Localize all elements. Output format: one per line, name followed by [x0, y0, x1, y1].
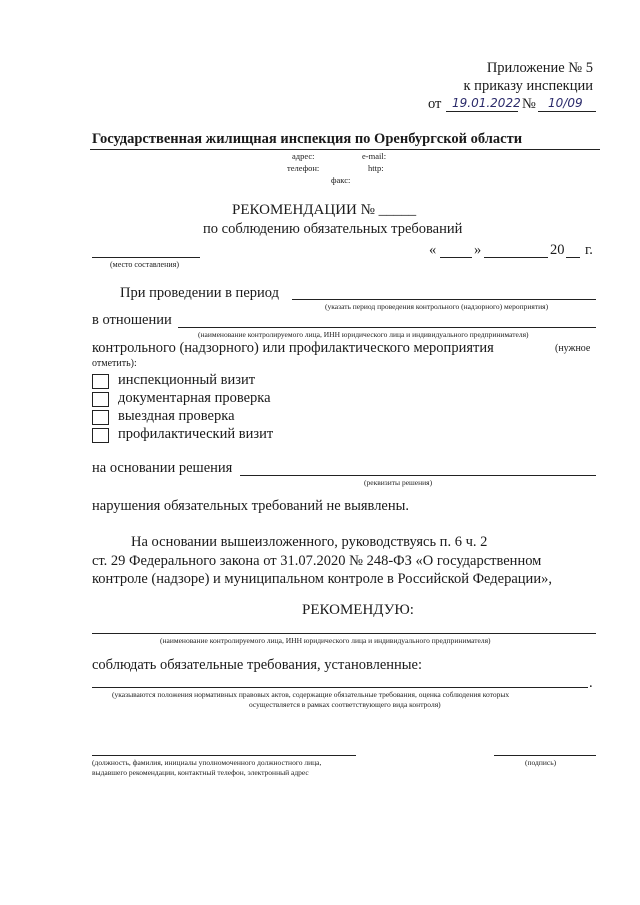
period-caption: (указать период проведения контрольного (надзорного) мероприятия) [325, 302, 549, 311]
comply-caption-1: (указываются положения нормативных правовых актов, содержащие обязательные требования, оценка соблюдения которых [112, 690, 510, 699]
event-note-b: отметить): [92, 358, 137, 369]
signature-line [494, 755, 596, 756]
option-field-check: выездная проверка [118, 408, 235, 424]
regarding-label: в отношении [92, 312, 172, 328]
basis-label: на основании решения [92, 460, 233, 476]
legal-line-3: контроле (надзоре) и муниципальном контроле в Российской Федерации», [92, 571, 552, 587]
basis-line [240, 475, 596, 476]
signature-caption: (подпись) [525, 758, 557, 767]
comply-text: соблюдать обязательные требования, установленные: [92, 657, 423, 673]
option-inspection-visit: инспекционный визит [118, 372, 256, 388]
date-open-quote: « [429, 242, 437, 258]
checkbox-preventive-visit[interactable] [92, 428, 109, 443]
year-suffix: г. [585, 242, 593, 258]
recommend-title: РЕКОМЕНДУЮ: [302, 602, 414, 618]
period-line [292, 299, 596, 300]
annex-date-line [446, 111, 518, 112]
place-caption: (место составления) [110, 260, 179, 269]
event-text: контрольного (надзорного) или профилактического мероприятия [92, 340, 494, 356]
official-caption-2: выдавшего рекомендации, контактный телефон, электронный адрес [92, 768, 309, 777]
annex-date: 19.01.2022 [452, 96, 521, 110]
checkbox-document-check[interactable] [92, 392, 109, 407]
place-line [92, 257, 200, 258]
year-line [566, 257, 580, 258]
period-label: При проведении в период [120, 285, 279, 301]
annex-from-label: от [428, 96, 442, 112]
annex-num-label: № [522, 96, 536, 112]
document-subtitle: по соблюдению обязательных требований [203, 221, 463, 237]
official-caption-1: (должность, фамилия, инициалы уполномоченного должностного лица, [92, 758, 322, 767]
document-title: РЕКОМЕНДАЦИИ № _____ [232, 202, 417, 218]
legal-line-2: ст. 29 Федерального закона от 31.07.2020 № 248-ФЗ «О государственном [92, 553, 542, 569]
official-line [92, 755, 356, 756]
violations-text: нарушения обязательных требований не выявлены. [92, 498, 409, 514]
email-label: e-mail: [362, 151, 387, 161]
regarding-line [178, 327, 596, 328]
annex-num-line [538, 111, 596, 112]
annex-number: 10/09 [548, 96, 583, 110]
phone-label: телефон: [287, 163, 320, 173]
basis-caption: (реквизиты решения) [364, 478, 433, 487]
option-preventive-visit: профилактический визит [118, 426, 274, 442]
http-label: http: [368, 163, 384, 173]
org-name: Государственная жилищная инспекция по Оренбургской области [92, 131, 523, 147]
recommend-caption: (наименование контролируемого лица, ИНН юридического лица и индивидуального предпринимателя) [160, 636, 491, 645]
option-document-check: документарная проверка [118, 390, 271, 406]
org-underline [90, 149, 600, 150]
checkbox-inspection-visit[interactable] [92, 374, 109, 389]
comply-dot: . [589, 675, 593, 691]
fax-label: факс: [331, 175, 351, 185]
annex-line-1: Приложение № 5 [486, 60, 593, 76]
comply-line [92, 687, 588, 688]
address-label: адрес: [292, 151, 315, 161]
recommend-line [92, 633, 596, 634]
year-prefix: 20 [550, 242, 565, 258]
month-line [484, 257, 548, 258]
regarding-caption: (наименование контролируемого лица, ИНН юридического лица и индивидуального предпринимателя) [198, 330, 529, 339]
day-line [440, 257, 472, 258]
checkbox-field-check[interactable] [92, 410, 109, 425]
annex-line-2: к приказу инспекции [463, 78, 593, 94]
legal-line-1: На основании вышеизложенного, руководствуясь п. 6 ч. 2 [131, 534, 488, 550]
event-note-a: (нужное [555, 343, 591, 354]
date-close-quote: » [474, 242, 482, 258]
comply-caption-2: осуществляется в рамках соответствующего вида контроля) [249, 700, 441, 709]
